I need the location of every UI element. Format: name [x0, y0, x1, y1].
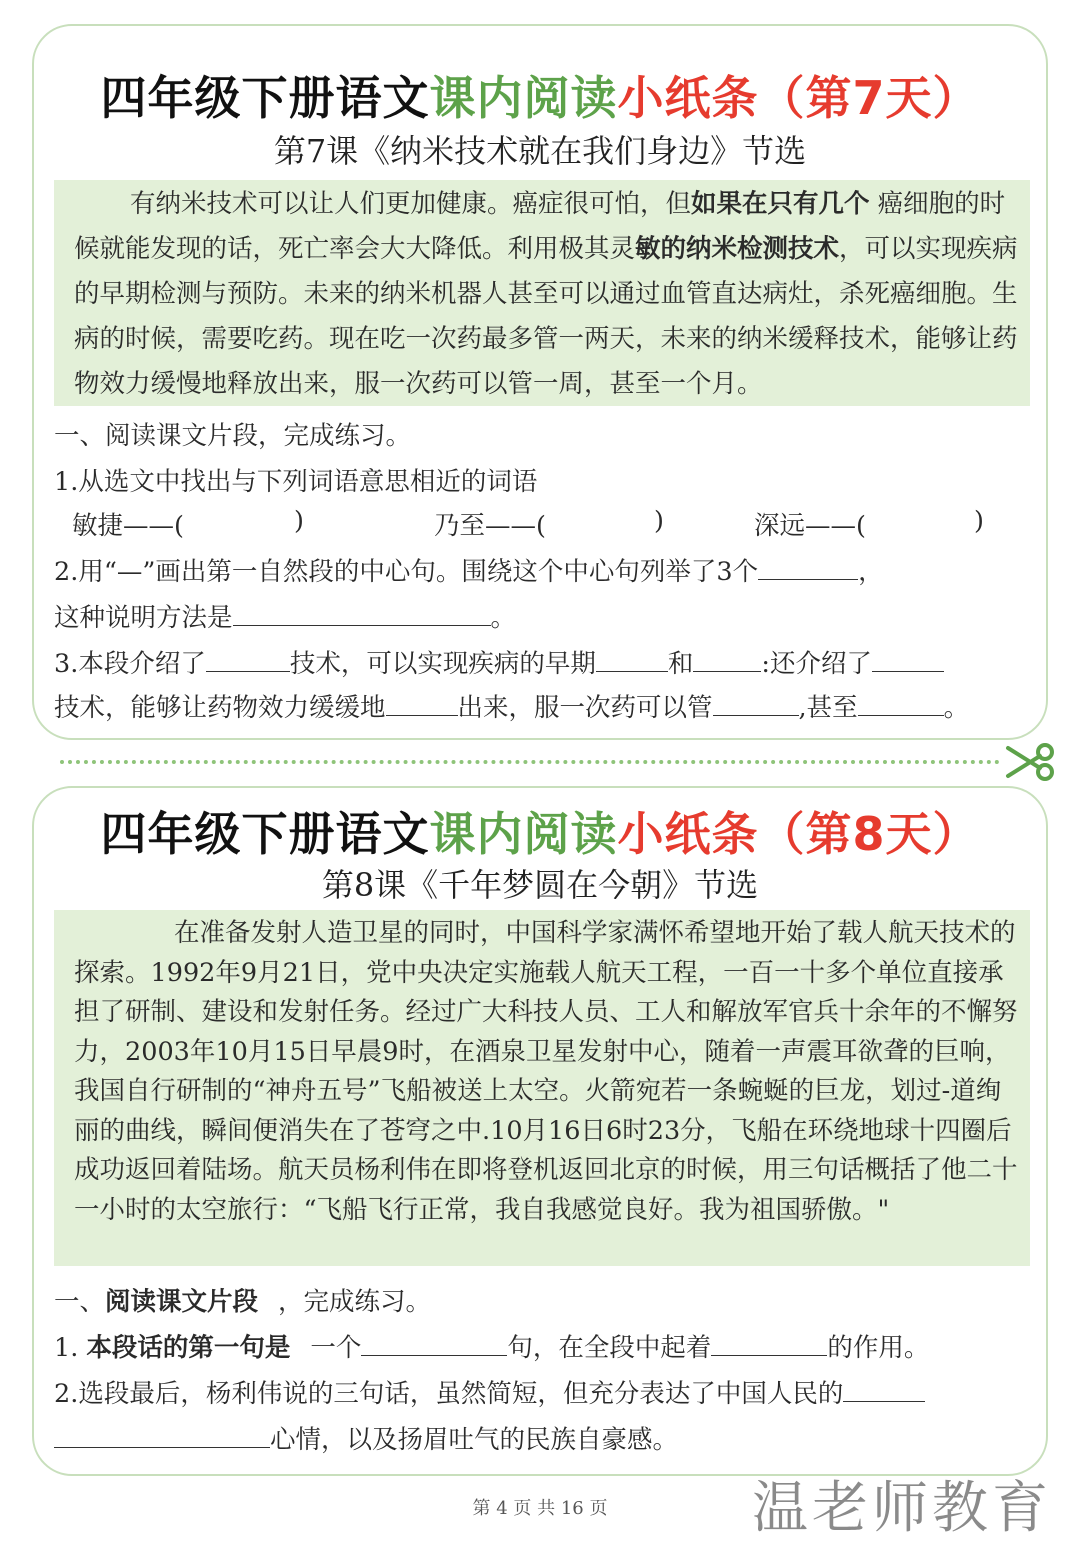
answer-blank[interactable]: [872, 645, 944, 672]
watermark: 温老师教育: [752, 1476, 1052, 1541]
question-3-period: 。: [943, 693, 970, 723]
question-3-text-a: 3.本段介绍了: [54, 649, 206, 679]
answer-blank[interactable]: [233, 599, 491, 626]
question-2-comma: ，: [858, 557, 884, 587]
question-1-number: 1.: [54, 1333, 79, 1363]
answer-blank[interactable]: [596, 645, 668, 672]
answer-blank[interactable]: [206, 645, 290, 672]
question-2-period: 。: [490, 603, 517, 633]
answer-blank[interactable]: [361, 1329, 507, 1356]
section-number: 一、: [54, 1287, 106, 1317]
word-2: 乃至——(: [434, 511, 546, 541]
lesson-subtitle: 第8课《千年梦圆在今朝》节选: [321, 866, 759, 904]
page-footer: 第 4 页 共 16 页: [472, 1498, 608, 1519]
card-title: [34, 62, 1046, 128]
answer-blank[interactable]: [693, 645, 761, 672]
answer-blank[interactable]: [758, 553, 858, 580]
question-3-text-g: ,甚至: [798, 693, 858, 723]
question-2-text: 2.选段最后，杨利伟说的三句话，虽然简短，但充分表达了中国人民的: [54, 1379, 844, 1409]
reading-card-day7: [32, 24, 1048, 740]
title-reading: 课内阅读: [429, 807, 618, 861]
passage-text-3: ，可以实现疾病的早期检测与预防。未来的纳米机器人甚至可以通过血管直达病灶，杀死癌细胞。生病的时候，需要吃药。现在吃一次药最多管一两天，未来的纳米缓释技术，能够让药物效力缓慢地释放出来，服一次药可以管一周，甚至一个月。: [74, 234, 1018, 399]
word-3: 深远——(: [754, 511, 866, 541]
word-2-close: ): [654, 506, 664, 536]
word-1-close: ): [294, 506, 304, 536]
question-2-method: [54, 598, 516, 634]
scissors-icon: [1004, 740, 1056, 784]
passage-bold-2: 敏的纳米检测技术: [635, 234, 840, 264]
title-day: 小纸条（第7天）: [617, 71, 980, 125]
section-heading: [54, 1282, 431, 1318]
question-1-text-a: 一个: [310, 1333, 362, 1363]
question-2-text: 2.用“—”画出第一自然段的中心句。围绕这个中心句列举了3个: [54, 557, 759, 587]
answer-blank[interactable]: [711, 1329, 827, 1356]
section-bold: 阅读课文片段: [105, 1287, 259, 1317]
question-2-text-b: 心情，以及扬眉吐气的民族自豪感。: [270, 1425, 679, 1455]
question-1: 1.从选文中找出与下列词语意思相近的词语: [54, 467, 538, 497]
question-3-text-e: 技术，能够让药物效力缓缓地: [54, 693, 386, 723]
question-3-text-c: 和: [667, 649, 694, 679]
answer-blank[interactable]: [54, 1421, 270, 1448]
question-3-cont: [54, 688, 969, 724]
section-heading: 一、阅读课文片段，完成练习。: [54, 421, 412, 451]
question-1-bold: 本段话的第一句是: [86, 1333, 291, 1363]
passage-text-1: 有纳米技术可以让人们更加健康。癌症很可怕，但: [130, 189, 692, 219]
question-1: [54, 1328, 929, 1364]
answer-blank[interactable]: [858, 689, 944, 716]
section-text: ，完成练习。: [278, 1287, 432, 1317]
word-1: 敏捷——(: [72, 511, 184, 541]
word-3-close: ): [974, 506, 984, 536]
title-grade: 四年级下册语文: [100, 807, 430, 861]
lesson-subtitle: 第7课《纳米技术就在我们身边》节选: [273, 132, 807, 170]
title-day: 小纸条（第8天）: [617, 807, 980, 861]
question-1-text-b: 句，在全段中起着: [507, 1333, 712, 1363]
question-3-text-d: :还介绍了: [761, 649, 872, 679]
question-2-cont: [54, 1420, 678, 1456]
answer-blank[interactable]: [713, 689, 799, 716]
question-1-text-c: 的作用。: [827, 1333, 930, 1363]
question-2-method-text: 这种说明方法是: [54, 603, 233, 633]
passage-text: 在准备发射人造卫星的同时，中国科学家满怀希望地开始了载人航天技术的探索。1992年9月21日，党中央决定实施载人航天工程，一百一十多个单位直接承担了研制、建设和发射任务。经过广大科技人员、工人和解放军官兵十余年的不懈努力，2003年10月15日早晨9时，在酒泉卫星发射中心，随着一声震耳欲聋的巨响，我国自行研制的“神舟五号”飞船被送上太空。火箭宛若一条蜿蜒的巨龙，划过-道绚丽的曲线，瞬间便消失在了苍穹之中.10月16日6时23分，飞船在环绕地球十四圈后成功返回着陆场。航天员杨利伟在即将登机返回北京的时候，用三句话概括了他二十一小时的太空旅行：“飞船飞行正常，我自我感觉良好。我为祖国骄傲。": [74, 918, 1018, 1225]
question-3-text-f: 出来，服一次药可以管: [457, 693, 713, 723]
passage: [54, 910, 1030, 1266]
question-3: [54, 644, 944, 680]
question-2: [54, 552, 884, 588]
answer-blank[interactable]: [843, 1375, 925, 1402]
passage-text-2: 癌细胞的时候就能发现的话，死亡率会大大降低。利用极其灵: [74, 189, 1006, 264]
title-grade: 四年级下册语文: [100, 71, 430, 125]
title-reading: 课内阅读: [429, 71, 618, 125]
passage-bold-1: 如果在只有几个: [691, 189, 870, 219]
question-2: [54, 1374, 925, 1410]
reading-card-day8: [32, 786, 1048, 1476]
answer-blank[interactable]: [386, 689, 458, 716]
question-3-text-b: 技术，可以实现疾病的早期: [289, 649, 596, 679]
card-title: [34, 798, 1046, 864]
passage: [54, 180, 1030, 406]
cut-line: [60, 760, 1000, 764]
